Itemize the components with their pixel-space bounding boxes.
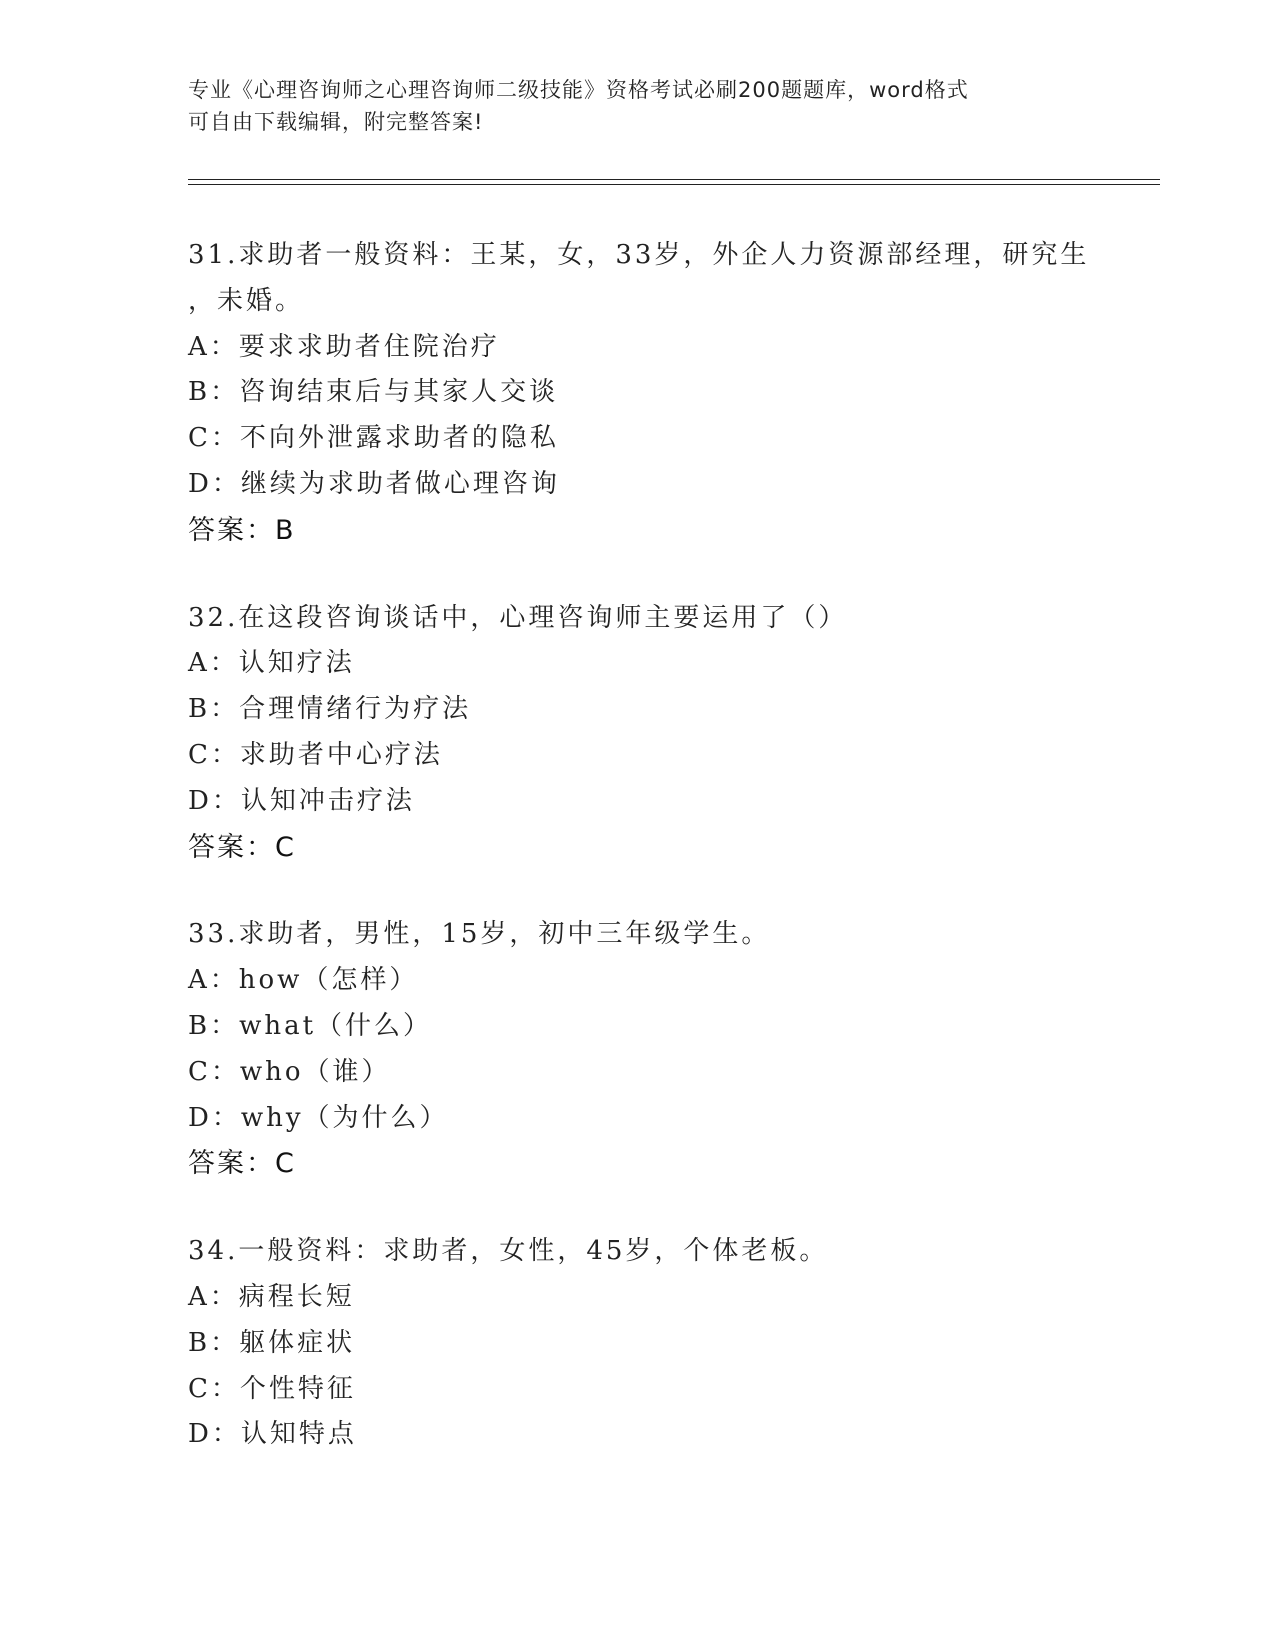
question-list (188, 233, 1088, 1500)
option-c: C：who（谁） (188, 1056, 391, 1087)
question-stem: 34.一般资料：求助者，女性，45岁，个体老板。 (188, 1236, 829, 1267)
option-d: D：认知冲击疗法 (188, 785, 415, 816)
option-b: B：躯体症状 (188, 1327, 356, 1358)
answer-key: 答案：B (188, 514, 296, 546)
header-divider-top (188, 179, 1160, 180)
option-c: C：个性特征 (188, 1373, 356, 1404)
header-line-2: 可自由下载编辑，附完整答案! (188, 110, 484, 134)
question-33 (188, 912, 1088, 1187)
answer-key: 答案：C (188, 1148, 296, 1180)
header-line-1: 专业《心理咨询师之心理咨询师二级技能》资格考试必刷200题题库，word格式 (188, 78, 969, 102)
option-a: A：认知疗法 (188, 648, 355, 679)
option-b: B：what（什么） (188, 1010, 433, 1041)
header-divider-bottom (188, 184, 1160, 185)
question-31 (188, 233, 1088, 554)
question-32 (188, 596, 1088, 871)
option-a: A：要求求助者住院治疗 (188, 331, 500, 362)
option-c: C：不向外泄露求助者的隐私 (188, 423, 559, 454)
document-header (188, 74, 1088, 138)
question-34 (188, 1229, 1088, 1458)
answer-key: 答案：C (188, 831, 296, 863)
option-a: A：how（怎样） (188, 965, 419, 996)
option-b: B：咨询结束后与其家人交谈 (188, 377, 559, 408)
option-a: A：病程长短 (188, 1281, 355, 1312)
option-d: D：why（为什么） (188, 1102, 449, 1133)
question-stem: 33.求助者，男性，15岁，初中三年级学生。 (188, 919, 771, 950)
option-d: D：认知特点 (188, 1419, 357, 1450)
option-d: D：继续为求助者做心理咨询 (188, 468, 560, 499)
question-stem: 32.在这段咨询谈话中，心理咨询师主要运用了（） (188, 602, 848, 633)
question-stem: 31.求助者一般资料：王某，女，33岁，外企人力资源部经理，研究生 (188, 240, 1090, 270)
option-c: C：求助者中心疗法 (188, 739, 443, 770)
option-b: B：合理情绪行为疗法 (188, 694, 472, 725)
question-stem-continued: ，未婚。 (188, 285, 305, 316)
